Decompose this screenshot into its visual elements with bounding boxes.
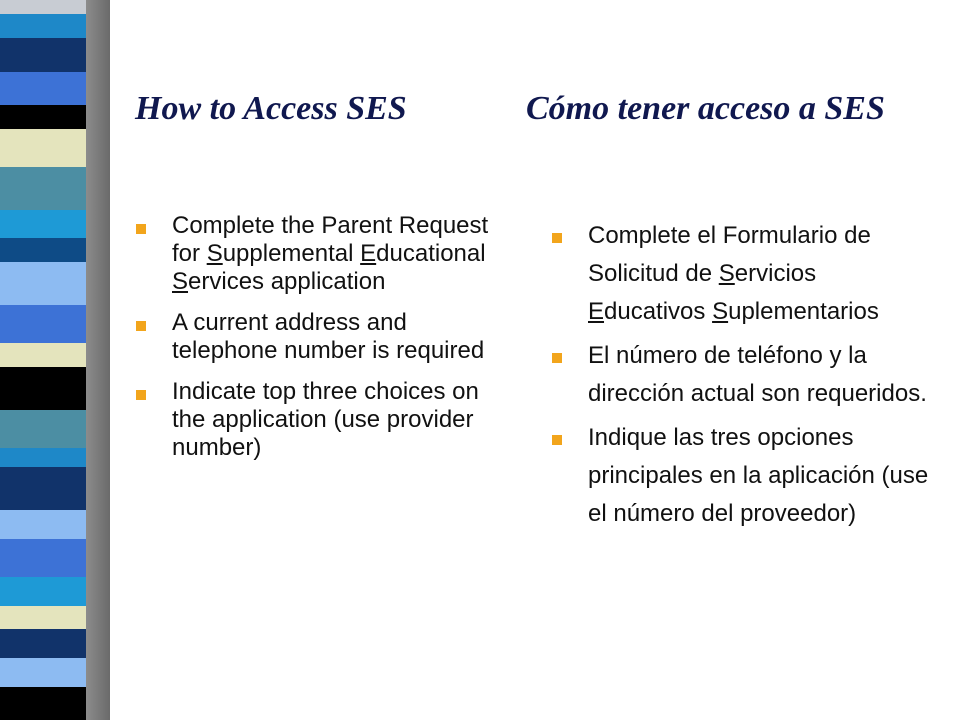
bullet-text: Indicate top three choices on the application (use provider number) — [172, 378, 479, 461]
list-item — [136, 378, 496, 462]
square-bullet-icon — [552, 353, 562, 363]
square-bullet-icon — [136, 321, 146, 331]
square-bullet-icon — [136, 390, 146, 400]
square-bullet-icon — [136, 224, 146, 234]
bullet-text: Complete el Formulario de Solicitud de Servicios Educativos Suplementarios — [588, 222, 879, 325]
list-item — [136, 212, 496, 296]
square-bullet-icon — [552, 435, 562, 445]
list-item — [552, 419, 937, 533]
english-bullet-list — [136, 212, 496, 475]
spanish-bullet-list — [552, 217, 937, 539]
bullet-text: Indique las tres opciones principales en la aplicación (use el número del proveedor) — [588, 424, 929, 527]
heading-spanish: Cómo tener acceso a SES — [526, 90, 885, 127]
bullet-text: El número de teléfono y la dirección actual son requeridos. — [588, 342, 927, 407]
square-bullet-icon — [552, 233, 562, 243]
stripe-blocks — [0, 0, 86, 720]
list-item — [552, 217, 937, 331]
bullet-text: A current address and telephone number is required — [172, 309, 485, 364]
bullet-text: Complete the Parent Request for Supplemental Educational Services application — [172, 212, 489, 295]
stripe-gray-edge — [86, 0, 110, 720]
list-item — [136, 309, 496, 365]
heading-english: How to Access SES — [135, 90, 407, 127]
list-item — [552, 337, 937, 413]
decorative-stripe-bar — [0, 0, 110, 720]
